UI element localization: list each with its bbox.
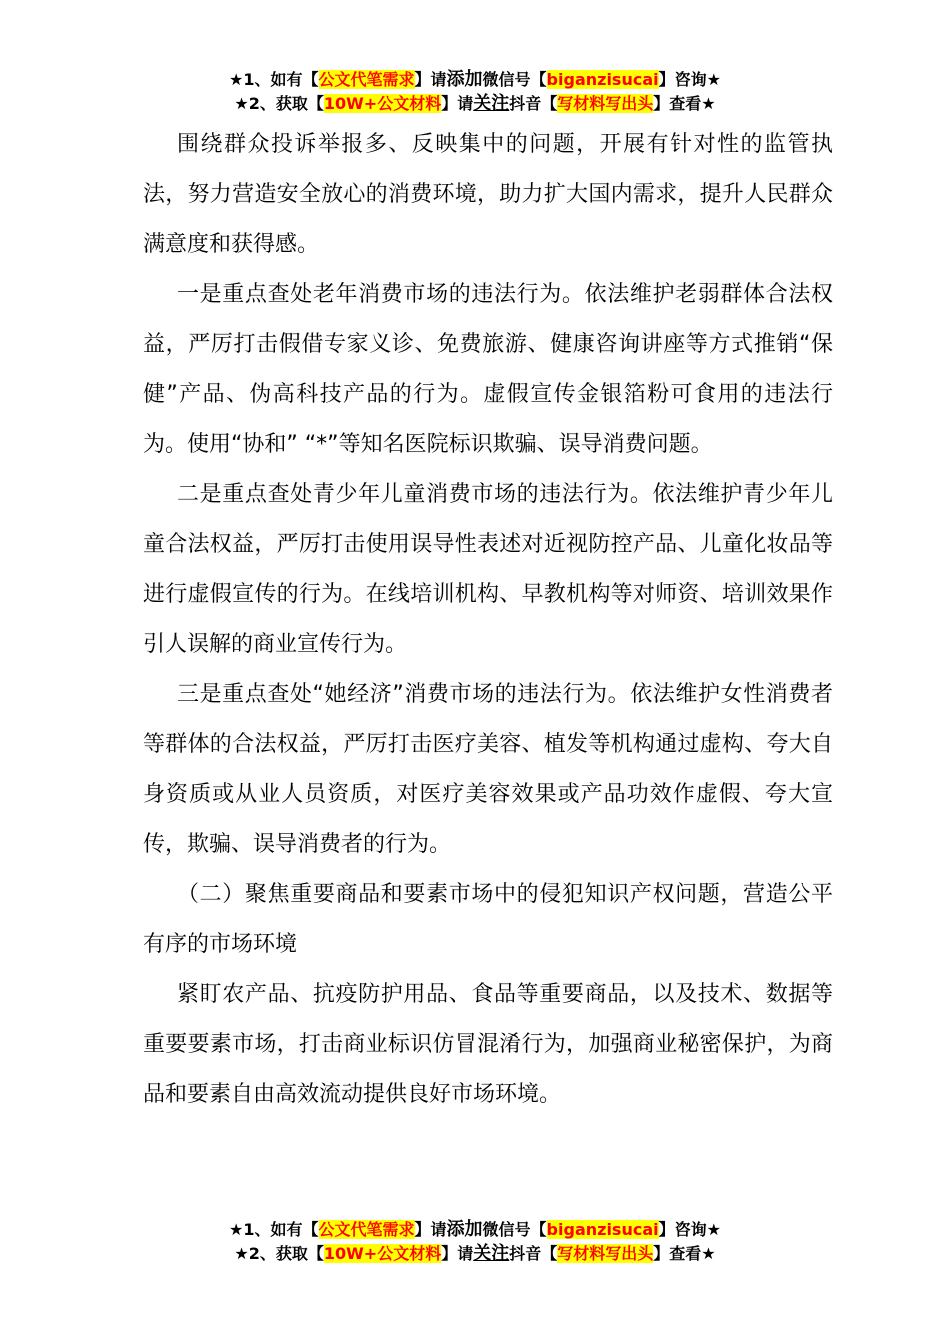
header-banner <box>0 68 950 116</box>
banner-highlight-service: 公文代笔需求 <box>318 70 415 89</box>
banner-line-2: ★2、获取【10W+公文材料】请关注抖音【写材料写出头】查看★ <box>234 93 716 114</box>
document-body <box>143 120 833 1120</box>
footer-banner-line-1: ★1、如有【公文代笔需求】请添加微信号【biganzisucai】咨询★ <box>229 1219 721 1240</box>
paragraph-markets: 紧盯农产品、抗疫防护用品、食品等重要商品，以及技术、数据等重要要素市场，打击商业标识仿冒混淆行为，加强商业秘密保护，为商品和要素自由高效流动提供良好市场环境。 <box>143 982 833 1107</box>
footer-highlight-wechat: biganzisucai <box>546 1220 659 1239</box>
banner-highlight-douyin: 写材料写出头 <box>557 94 654 113</box>
paragraph-youth: 二是重点查处青少年儿童消费市场的违法行为。依法维护青少年儿童合法权益，严厉打击使用误导性表述对近视防控产品、儿童化妆品等进行虚假宣传的行为。在线培训机构、早教机构等对师资、培训效果作引人误解的商业宣传行为。 <box>143 482 833 657</box>
footer-highlight-douyin: 写材料写出头 <box>557 1244 654 1263</box>
footer-highlight-service: 公文代笔需求 <box>318 1220 415 1239</box>
footer-banner-line-2: ★2、获取【10W+公文材料】请关注抖音【写材料写出头】查看★ <box>234 1243 716 1264</box>
paragraph-women: 三是重点查处“她经济”消费市场的违法行为。依法维护女性消费者等群体的合法权益，严厉打击医疗美容、植发等机构通过虚构、夸大自身资质或从业人员资质，对医疗美容效果或产品功效作虚假、夸大宣传，欺骗、误导消费者的行为。 <box>143 682 833 857</box>
banner-line-1: ★1、如有【公文代笔需求】请添加微信号【biganzisucai】咨询★ <box>229 69 721 90</box>
footer-banner <box>0 1218 950 1266</box>
footer-highlight-materials: 10W+公文材料 <box>323 1244 442 1263</box>
paragraph-intro: 围绕群众投诉举报多、反映集中的问题，开展有针对性的监管执法，努力营造安全放心的消费环境，助力扩大国内需求，提升人民群众满意度和获得感。 <box>143 132 833 257</box>
banner-highlight-wechat: biganzisucai <box>546 70 659 89</box>
banner-highlight-materials: 10W+公文材料 <box>323 94 442 113</box>
section-heading: （二）聚焦重要商品和要素市场中的侵犯知识产权问题，营造公平有序的市场环境 <box>143 882 833 957</box>
paragraph-elderly: 一是重点查处老年消费市场的违法行为。依法维护老弱群体合法权益，严厉打击假借专家义诊、免费旅游、健康咨询讲座等方式推销“保健”产品、伪高科技产品的行为。虚假宣传金银箔粉可食用的违法行为。使用“协和” “*”等知名医院标识欺骗、误导消费问题。 <box>143 282 833 457</box>
